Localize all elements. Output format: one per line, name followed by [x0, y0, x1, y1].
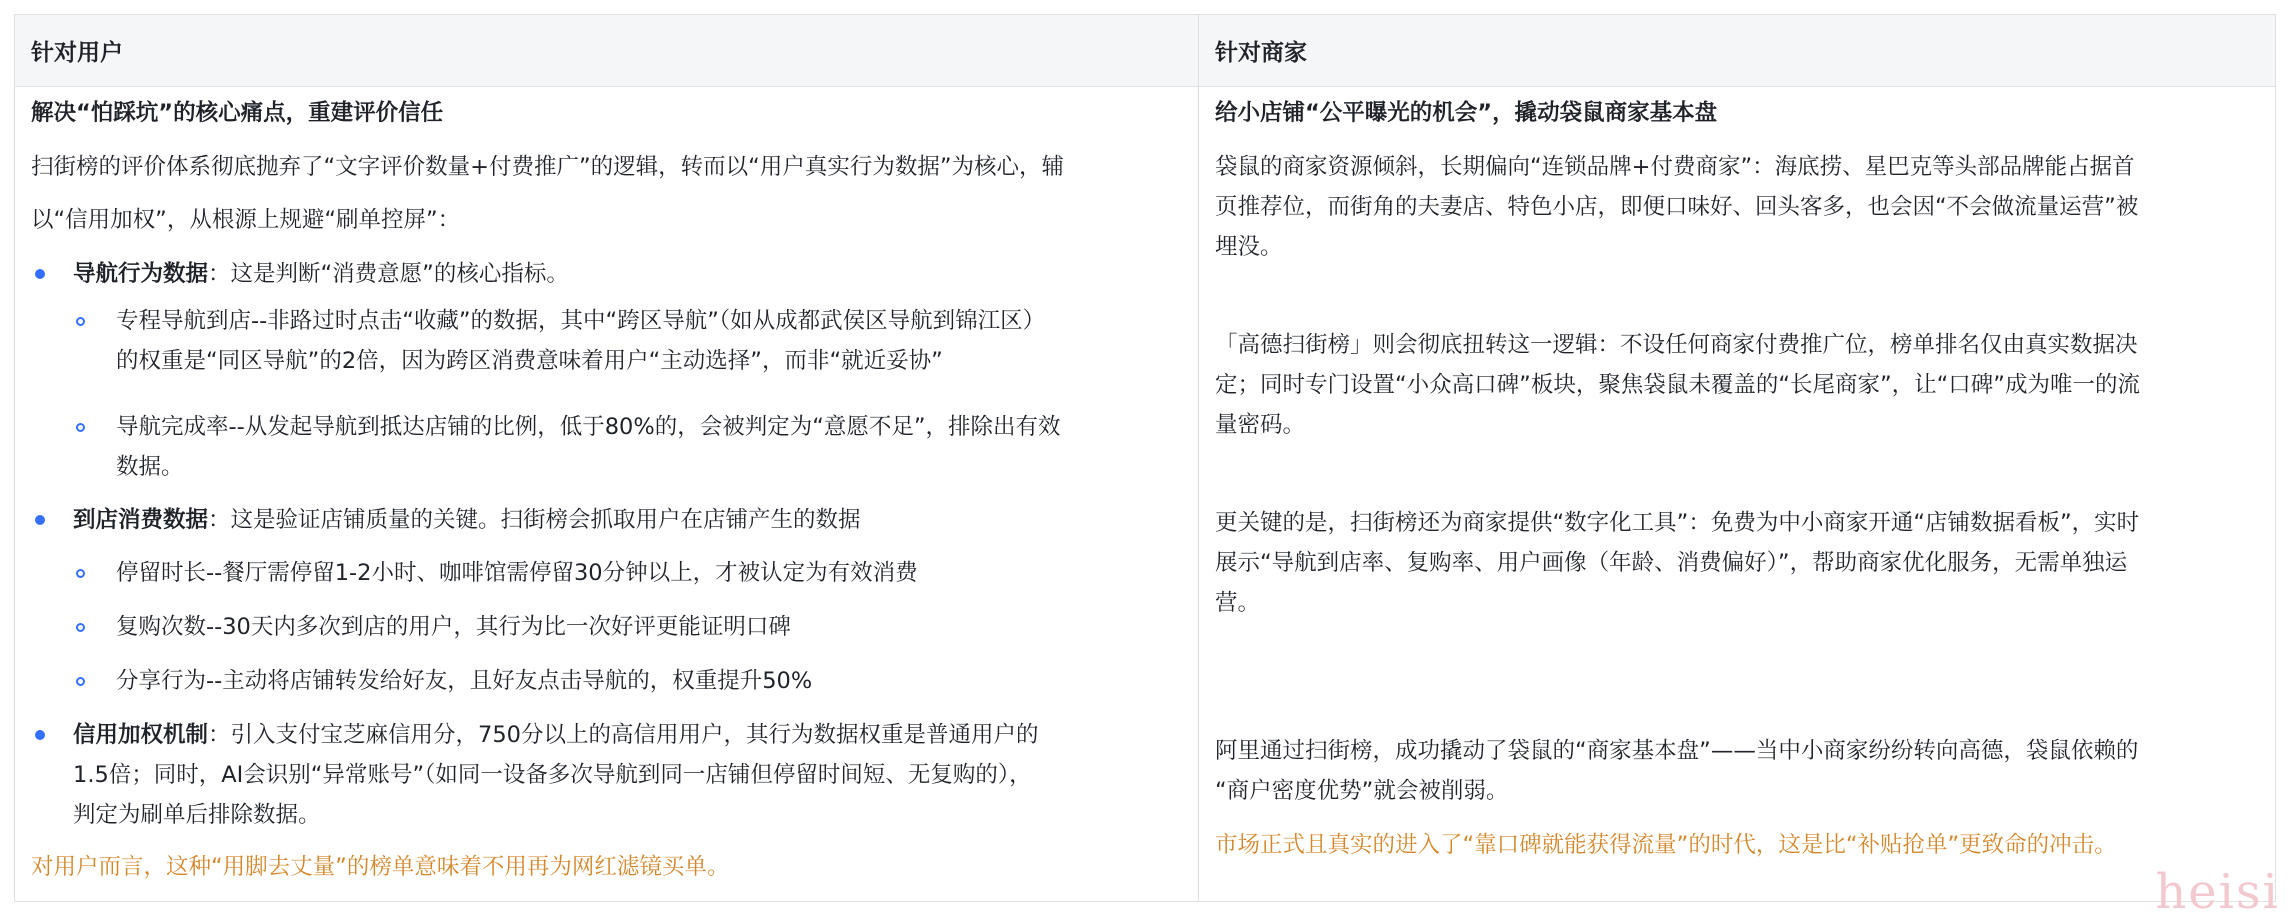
sub-item-dedicated-nav-line2: 的权重是“同区导航”的2倍，因为跨区消费意味着用户“主动选择”，而非“就近妥协” [116, 348, 943, 374]
sub-bullet-circle [76, 623, 85, 632]
sub-item-nav-completion-line2: 数据。 [116, 454, 184, 480]
sub-item-sharing: 分享行为--主动将店铺转发给好友，且好友点击导航的，权重提升50% [116, 668, 813, 694]
merchants-p3-line1: 更关键的是，扫街榜还为商家提供“数字化工具”：免费为中小商家开通“店铺数据看板”，实时 [1215, 510, 2140, 536]
cell-users [15, 87, 1199, 901]
bullet-dot [35, 269, 45, 279]
merchants-conclusion: 市场正式且真实的进入了“靠口碑就能获得流量”的时代，这是比“补贴抢单”更致命的冲击。 [1215, 832, 2117, 858]
watermark: heisi [2155, 864, 2280, 920]
merchants-p1-line1: 袋鼠的商家资源倾斜，长期偏向“连锁品牌+付费商家”：海底捞、星巴克等头部品牌能占据首 [1215, 154, 2135, 180]
sub-item-repurchase: 复购次数--30天内多次到店的用户，其行为比一次好评更能证明口碑 [116, 614, 791, 640]
sub-bullet-circle [76, 569, 85, 578]
merchants-p1-line3: 埋没。 [1215, 234, 1283, 260]
sub-bullet-circle [76, 317, 85, 326]
bullet-navigation-title: 导航行为数据 [73, 261, 209, 287]
users-intro-line1: 扫街榜的评价体系彻底抛弃了“文字评价数量+付费推广”的逻辑，转而以“用户真实行为数据”为核心，辅 [31, 154, 1064, 180]
bullet-credit-weighting-line3: 判定为刷单后排除数据。 [73, 802, 321, 828]
merchants-p3-line2: 展示“导航到店率、复购率、用户画像（年龄、消费偏好）”，帮助商家优化服务，无需单独运 [1215, 550, 2128, 576]
bullet-navigation-text: ：这是判断“消费意愿”的核心指标。 [208, 261, 569, 287]
cell-merchants [1199, 87, 2275, 901]
sub-item-nav-completion-line1: 导航完成率--从发起导航到抵达店铺的比例，低于80%的，会被判定为“意愿不足”，排除出有效 [116, 414, 1061, 440]
users-heading: 解决“怕踩坑”的核心痛点，重建评价信任 [31, 100, 444, 126]
bullet-dot [35, 730, 45, 740]
merchants-p2-line2: 定；同时专门设置“小众高口碑”板块，聚焦袋鼠未覆盖的“长尾商家”，让“口碑”成为唯一的流 [1215, 372, 2140, 398]
header-users: 针对用户 [15, 15, 1199, 87]
header-merchants: 针对商家 [1199, 15, 2275, 87]
merchants-p3-line3: 营。 [1215, 590, 1261, 616]
sub-item-dedicated-nav-line1: 专程导航到店--非路过时点击“收藏”的数据，其中“跨区导航”（如从成都武侯区导航到锦江区） [116, 308, 1046, 334]
sub-bullet-circle [76, 677, 85, 686]
bullet-store-consumption [73, 500, 861, 540]
merchants-p4-line1: 阿里通过扫街榜，成功撬动了袋鼠的“商家基本盘”——当中小商家纷纷转向高德，袋鼠依赖的 [1215, 738, 2139, 764]
comparison-table [14, 14, 2276, 902]
bullet-credit-weighting-text: ：引入支付宝芝麻信用分，750分以上的高信用用户，其行为数据权重是普通用户的 [208, 722, 1039, 748]
merchants-heading: 给小店铺“公平曝光的机会”，撬动袋鼠商家基本盘 [1215, 100, 1718, 126]
merchants-p4-line2: “商户密度优势”就会被削弱。 [1215, 778, 1509, 804]
bullet-credit-weighting [73, 715, 1038, 755]
merchants-p2-line1: 「高德扫街榜」则会彻底扭转这一逻辑：不设任何商家付费推广位，榜单排名仅由真实数据决 [1215, 332, 2138, 358]
users-conclusion: 对用户而言，这种“用脚去丈量”的榜单意味着不用再为网红滤镜买单。 [31, 854, 730, 880]
bullet-store-consumption-title: 到店消费数据 [73, 507, 209, 533]
bullet-credit-weighting-line2: 1.5倍；同时，AI会识别“异常账号”（如同一设备多次导航到同一店铺但停留时间短、无复购的）， [73, 762, 1032, 788]
bullet-dot [35, 515, 45, 525]
bullet-credit-weighting-title: 信用加权机制 [73, 722, 209, 748]
merchants-p1-line2: 页推荐位，而街角的夫妻店、特色小店，即便口味好、回头客多，也会因“不会做流量运营”被 [1215, 194, 2139, 220]
sub-item-dwell-time: 停留时长--餐厅需停留1-2小时、咖啡馆需停留30分钟以上，才被认定为有效消费 [116, 560, 918, 586]
bullet-store-consumption-text: ：这是验证店铺质量的关键。扫街榜会抓取用户在店铺产生的数据 [208, 507, 861, 533]
sub-bullet-circle [76, 423, 85, 432]
merchants-p2-line3: 量密码。 [1215, 412, 1306, 438]
bullet-navigation [73, 254, 569, 294]
users-intro-line2: 以“信用加权”，从根源上规避“刷单控屏”： [31, 207, 461, 233]
